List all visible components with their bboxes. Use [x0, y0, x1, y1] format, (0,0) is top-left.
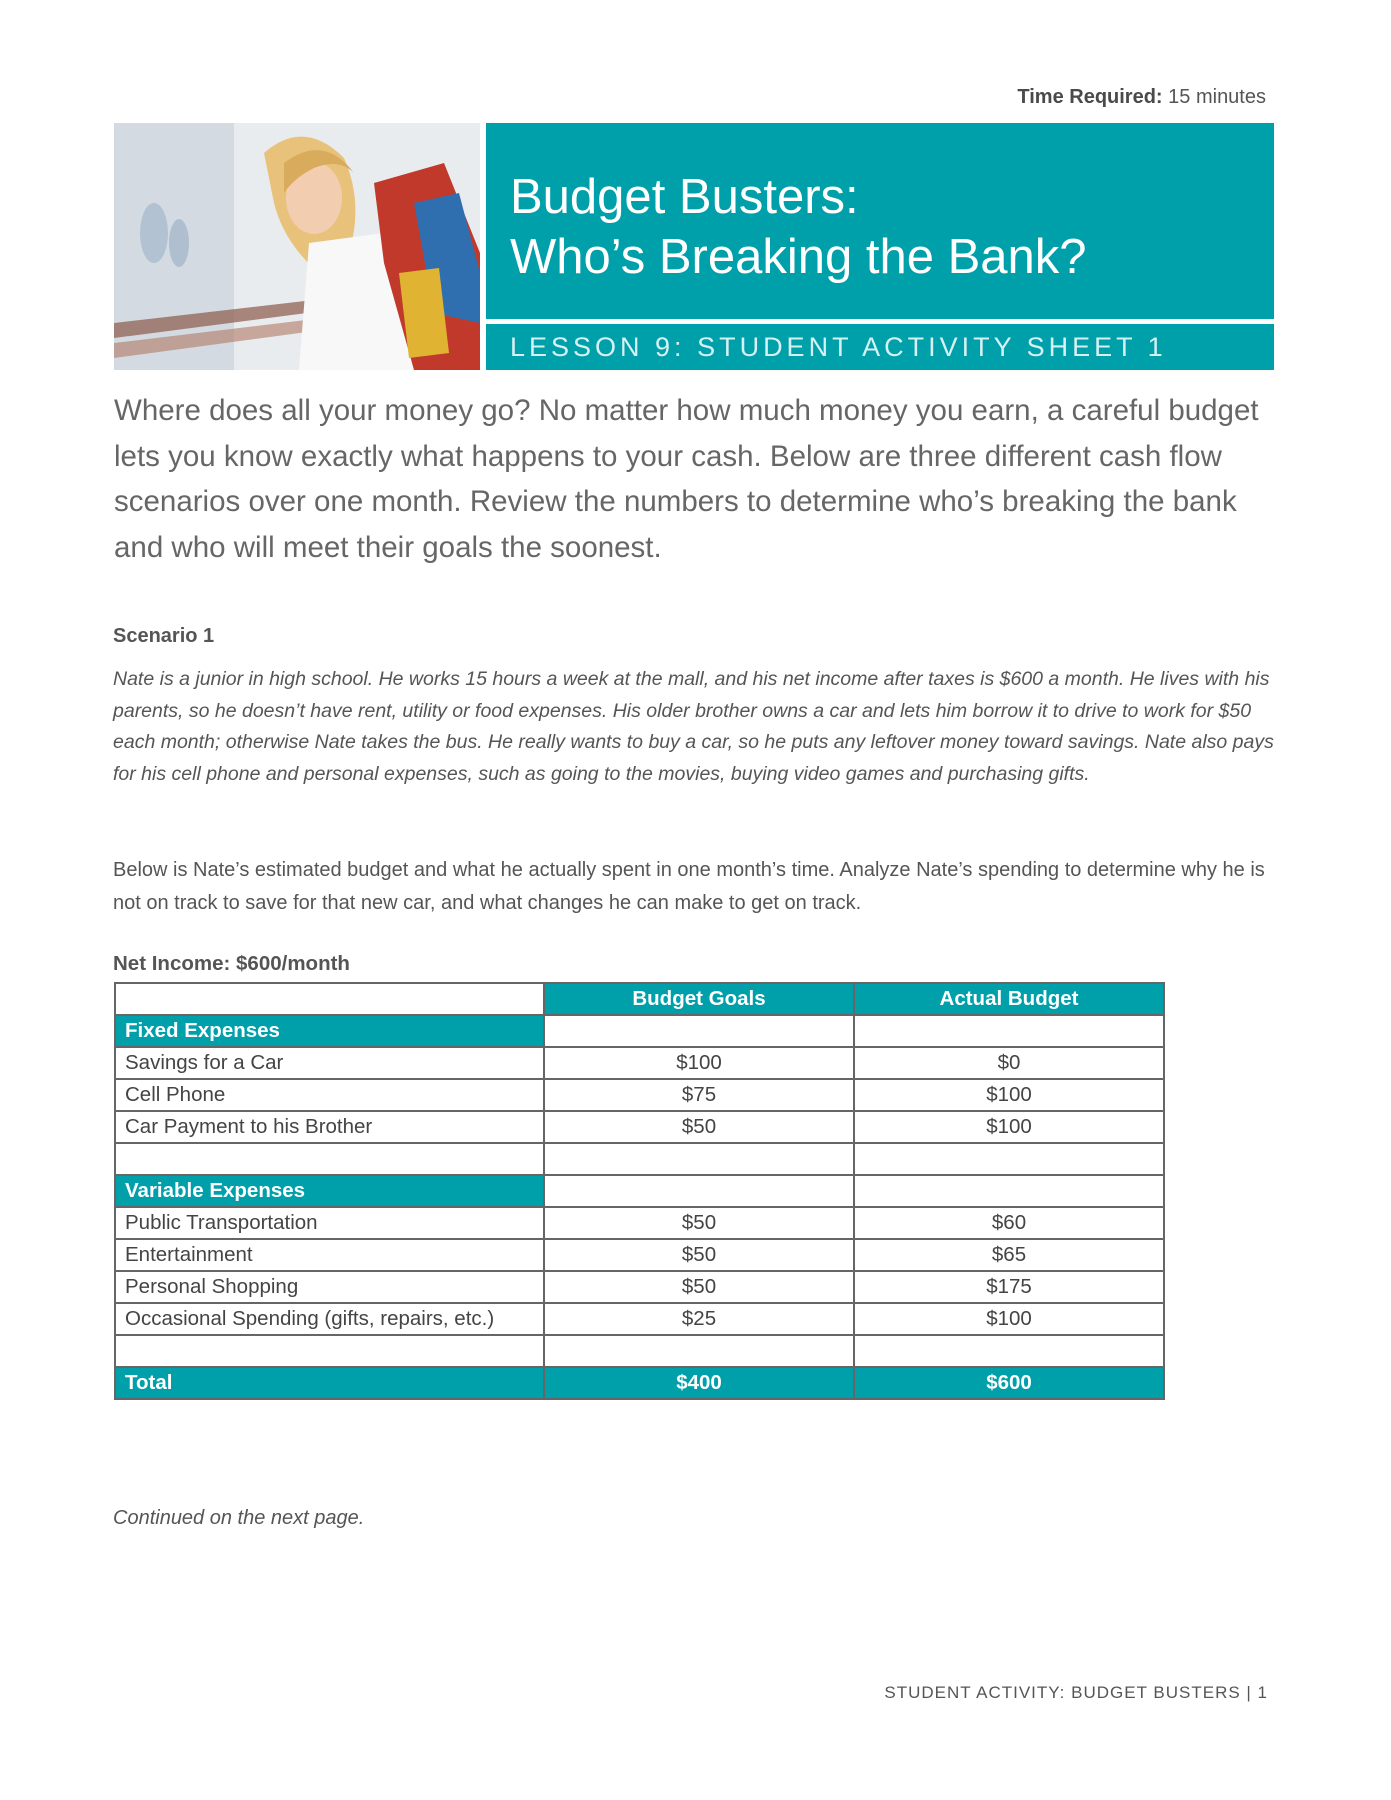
blank-cell [115, 1143, 544, 1175]
fixed-section-row [115, 1015, 1164, 1047]
page-title [510, 167, 1087, 287]
blank-cell [115, 1335, 544, 1367]
row-actual: $175 [854, 1271, 1164, 1303]
row-item: Cell Phone [115, 1079, 544, 1111]
row-actual: $65 [854, 1239, 1164, 1271]
shopper-photo [114, 123, 480, 370]
table-header-row [115, 983, 1164, 1015]
table-row [115, 1239, 1164, 1271]
lesson-label: LESSON 9: STUDENT ACTIVITY SHEET 1 [486, 324, 1274, 370]
title-line-1: Budget Busters: [510, 170, 859, 224]
title-line-2: Who’s Breaking the Bank? [510, 230, 1087, 284]
total-goal: $400 [544, 1367, 854, 1399]
header-actual-budget: Actual Budget [854, 983, 1164, 1015]
scenario-description: Nate is a junior in high school. He works 15 hours a week at the mall, and his net income after taxes is $600 a month. He lives with his parents, so he doesn’t have rent, utility or food expenses. His older brother owns a car and lets him borrow it to drive to work for $50 each month; otherwise Nate takes the bus. He really wants to buy a car, so he puts any leftover money toward savings. Nate also pays for his cell phone and personal expenses, such as going to the movies, buying video games and purchasing gifts. [113, 668, 1274, 786]
row-item: Entertainment [115, 1239, 544, 1271]
row-actual: $100 [854, 1111, 1164, 1143]
row-actual: $60 [854, 1207, 1164, 1239]
blank-cell [544, 1143, 854, 1175]
table-row [115, 1079, 1164, 1111]
total-actual: $600 [854, 1367, 1164, 1399]
blank-cell [854, 1143, 1164, 1175]
shopper-illustration [114, 123, 480, 370]
blank-cell [544, 1175, 854, 1207]
time-required-label: Time Required: [1017, 86, 1163, 108]
row-item: Car Payment to his Brother [115, 1111, 544, 1143]
blank-cell [854, 1175, 1164, 1207]
row-goal: $50 [544, 1239, 854, 1271]
row-actual: $0 [854, 1047, 1164, 1079]
total-label: Total [115, 1367, 544, 1399]
title-box [486, 123, 1274, 319]
net-income: Net Income: $600/month [113, 952, 350, 975]
blank-cell [544, 1335, 854, 1367]
table-row [115, 1271, 1164, 1303]
time-required [1017, 86, 1266, 109]
variable-expenses-label: Variable Expenses [115, 1175, 544, 1207]
table-row [115, 1303, 1164, 1335]
row-goal: $50 [544, 1207, 854, 1239]
table-row [115, 1111, 1164, 1143]
row-item: Occasional Spending (gifts, repairs, etc.) [115, 1303, 544, 1335]
header-budget-goals: Budget Goals [544, 983, 854, 1015]
row-item: Savings for a Car [115, 1047, 544, 1079]
row-goal: $75 [544, 1079, 854, 1111]
empty-row [115, 1335, 1164, 1367]
budget-table [114, 982, 1165, 1400]
header-banner [114, 123, 1274, 370]
header-blank-cell [115, 983, 544, 1015]
time-required-value: 15 minutes [1168, 86, 1266, 108]
blank-cell [854, 1335, 1164, 1367]
row-goal: $25 [544, 1303, 854, 1335]
table-row [115, 1207, 1164, 1239]
table-row [115, 1047, 1164, 1079]
empty-row [115, 1143, 1164, 1175]
blank-cell [854, 1015, 1164, 1047]
continued-note: Continued on the next page. [113, 1507, 365, 1529]
row-item: Personal Shopping [115, 1271, 544, 1303]
row-actual: $100 [854, 1079, 1164, 1111]
total-row [115, 1367, 1164, 1399]
intro-paragraph: Where does all your money go? No matter how much money you earn, a careful budget lets you know exactly what happens to your cash. Below are three different cash flow scenarios over one month. Review the numbers to determine who’s breaking the bank and who will meet their goals the soonest. [114, 394, 1259, 564]
scenario-instructions: Below is Nate’s estimated budget and what he actually spent in one month’s time. Analyze Nate’s spending to determine why he is not on track to save for that new car, and what changes he can make to get on track. [113, 859, 1265, 914]
row-item: Public Transportation [115, 1207, 544, 1239]
scenario-heading: Scenario 1 [113, 625, 215, 647]
row-goal: $50 [544, 1271, 854, 1303]
blank-cell [544, 1015, 854, 1047]
row-goal: $50 [544, 1111, 854, 1143]
row-goal: $100 [544, 1047, 854, 1079]
variable-section-row [115, 1175, 1164, 1207]
fixed-expenses-label: Fixed Expenses [115, 1015, 544, 1047]
page-footer: STUDENT ACTIVITY: BUDGET BUSTERS | 1 [884, 1683, 1268, 1702]
row-actual: $100 [854, 1303, 1164, 1335]
